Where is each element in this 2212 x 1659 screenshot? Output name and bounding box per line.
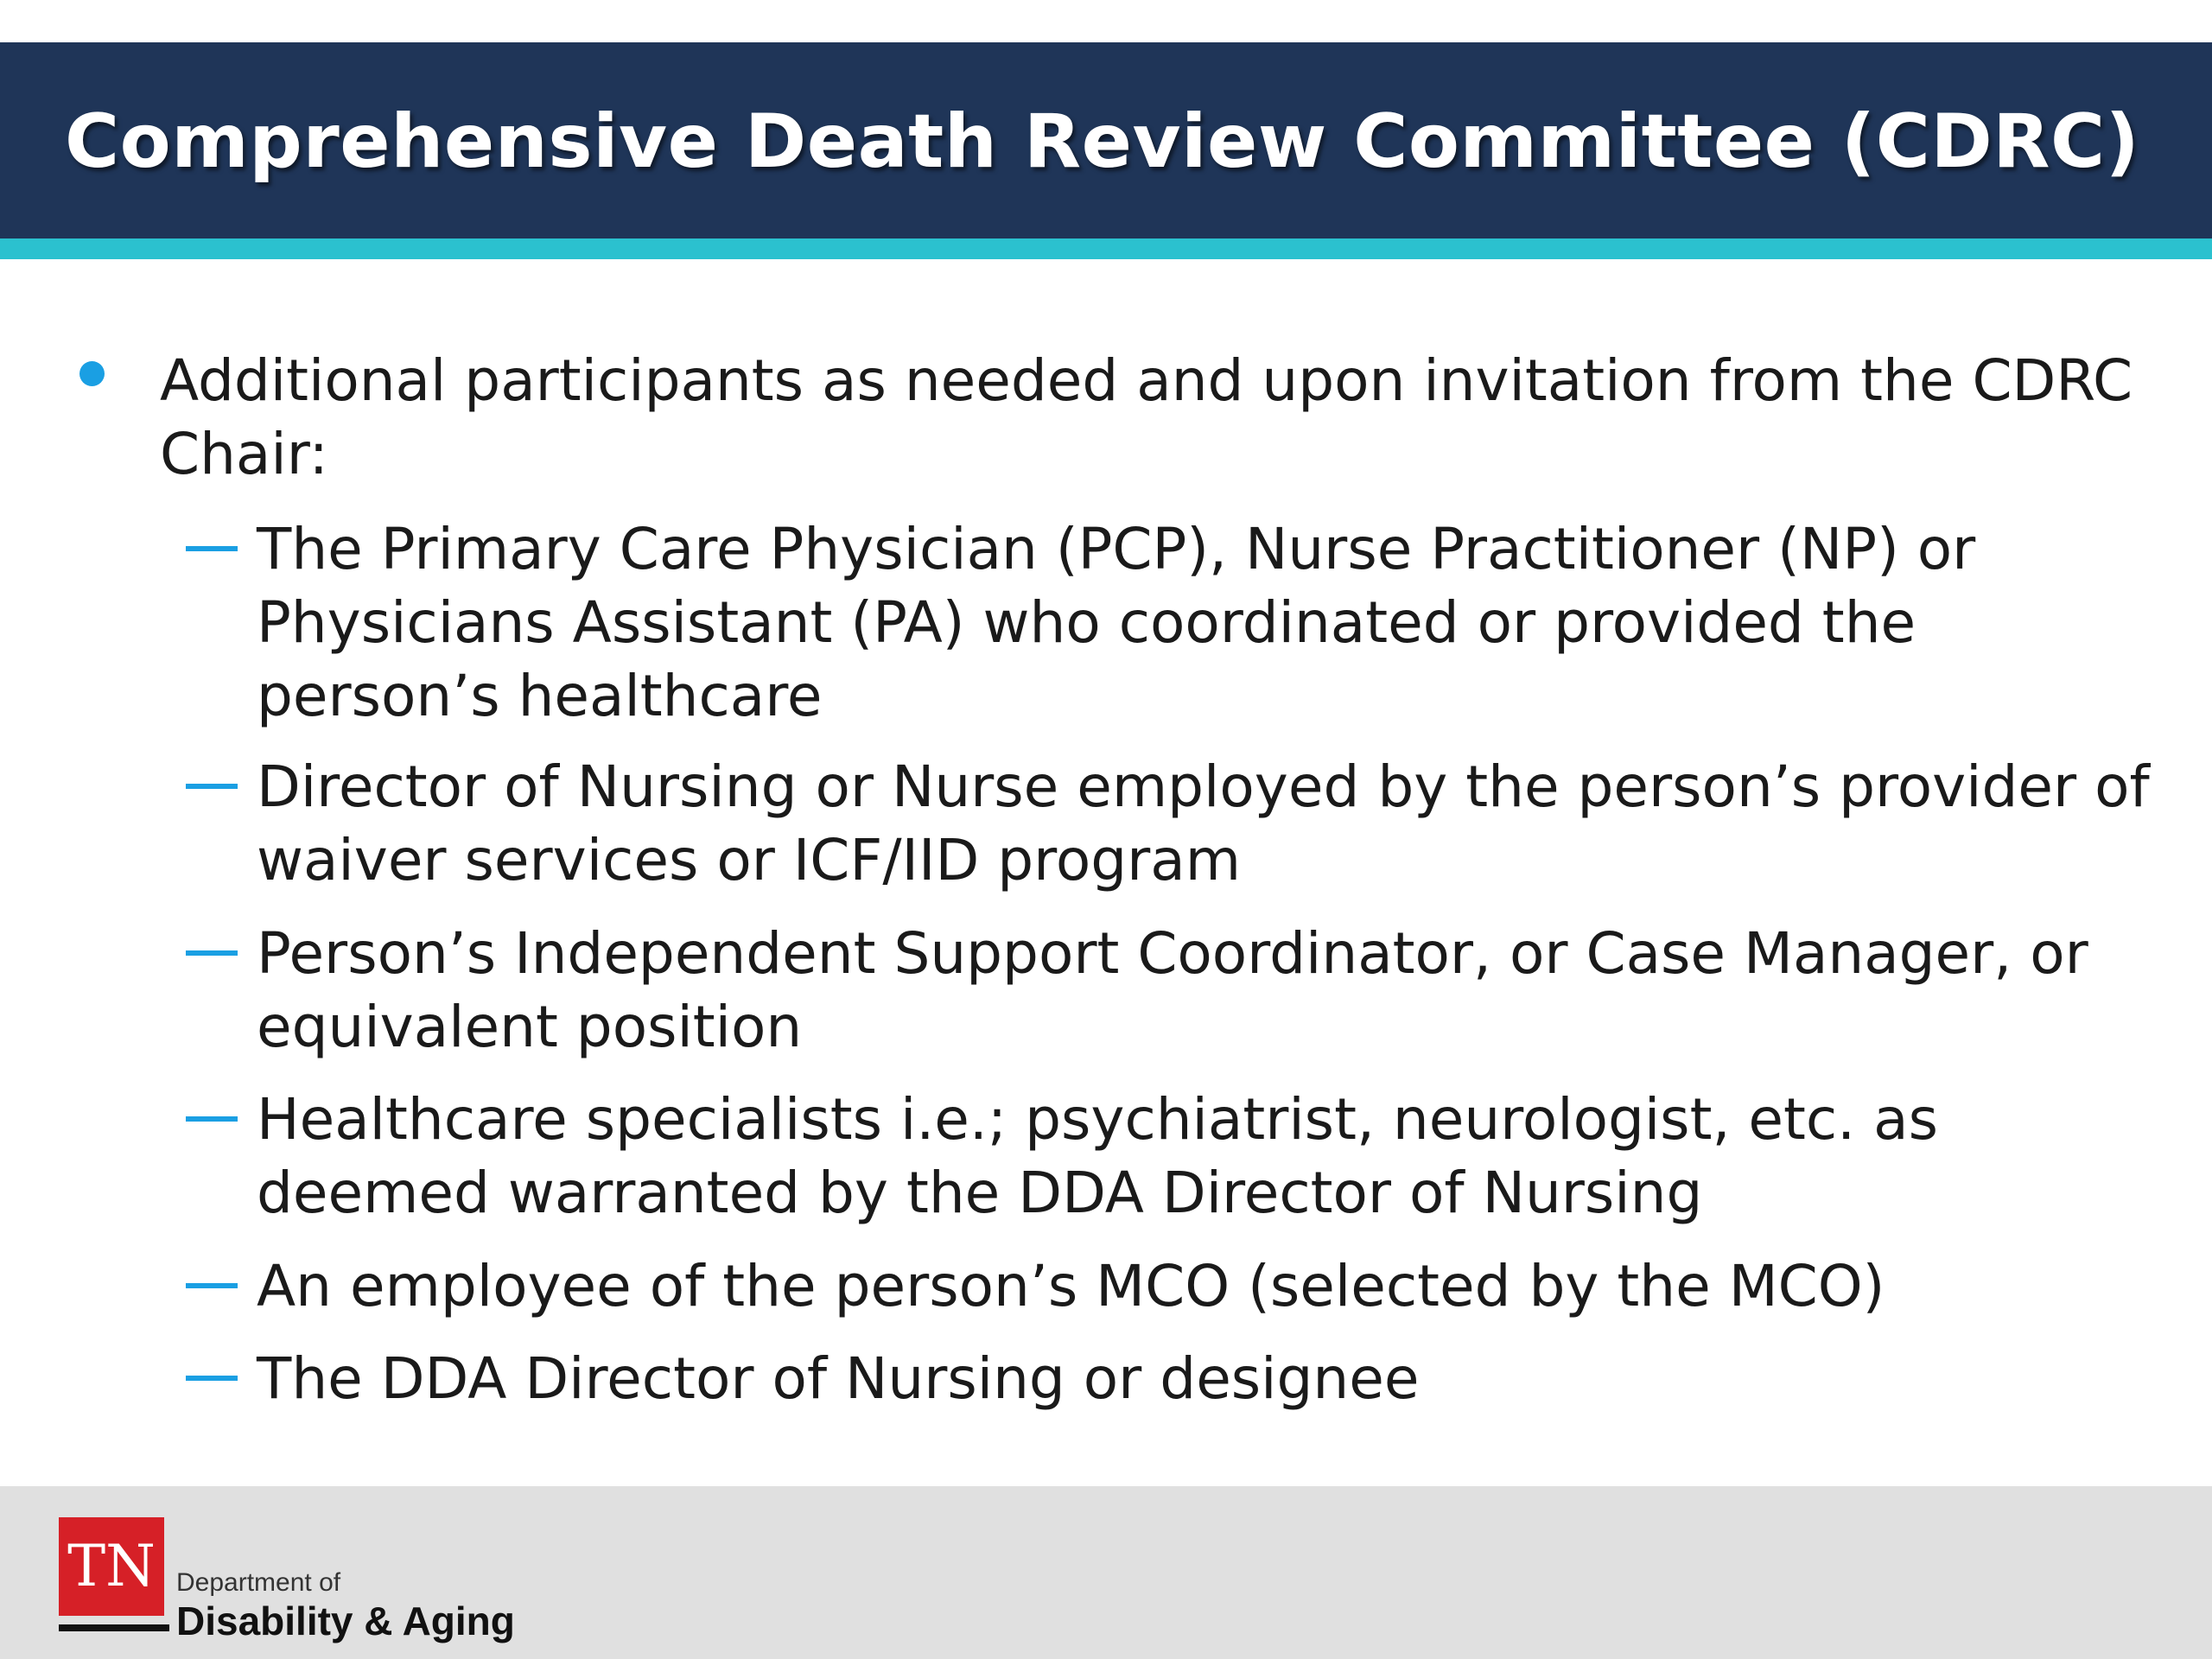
sub-item: The DDA Director of Nursing or designee: [257, 1345, 1420, 1412]
dash-icon: [186, 1116, 238, 1122]
dash-icon: [186, 1376, 238, 1381]
bullet-item: Additional participants as needed and upon invitation from the CDRC Chair:: [160, 347, 2133, 487]
department-label: Department of: [176, 1568, 341, 1597]
sub-item: Director of Nursing or Nurse employed by the person’s provider of waiver services or ICF/IID program: [257, 753, 2150, 893]
tn-logo: TN: [59, 1517, 164, 1616]
sub-item: Person’s Independent Support Coordinator, or Case Manager, or equivalent position: [257, 920, 2088, 1060]
logo-underline: [59, 1624, 169, 1631]
dash-icon: [186, 1283, 238, 1288]
dash-icon: [186, 784, 238, 789]
sub-item: An employee of the person’s MCO (selected by the MCO): [257, 1253, 1885, 1319]
dash-icon: [186, 546, 238, 551]
sub-item: The Primary Care Physician (PCP), Nurse Practitioner (NP) or Physicians Assistant (PA) who coordinated or provided the person’s healthcare: [257, 516, 1976, 729]
sub-item: Healthcare specialists i.e.; psychiatrist, neurologist, etc. as deemed warranted by the DDA Director of Nursing: [257, 1086, 1938, 1226]
bullet-dot-icon: [79, 361, 105, 386]
department-name: Disability & Aging: [176, 1599, 515, 1643]
slide-title: Comprehensive Death Review Committee (CDRC): [65, 99, 2140, 185]
dash-icon: [186, 950, 238, 956]
